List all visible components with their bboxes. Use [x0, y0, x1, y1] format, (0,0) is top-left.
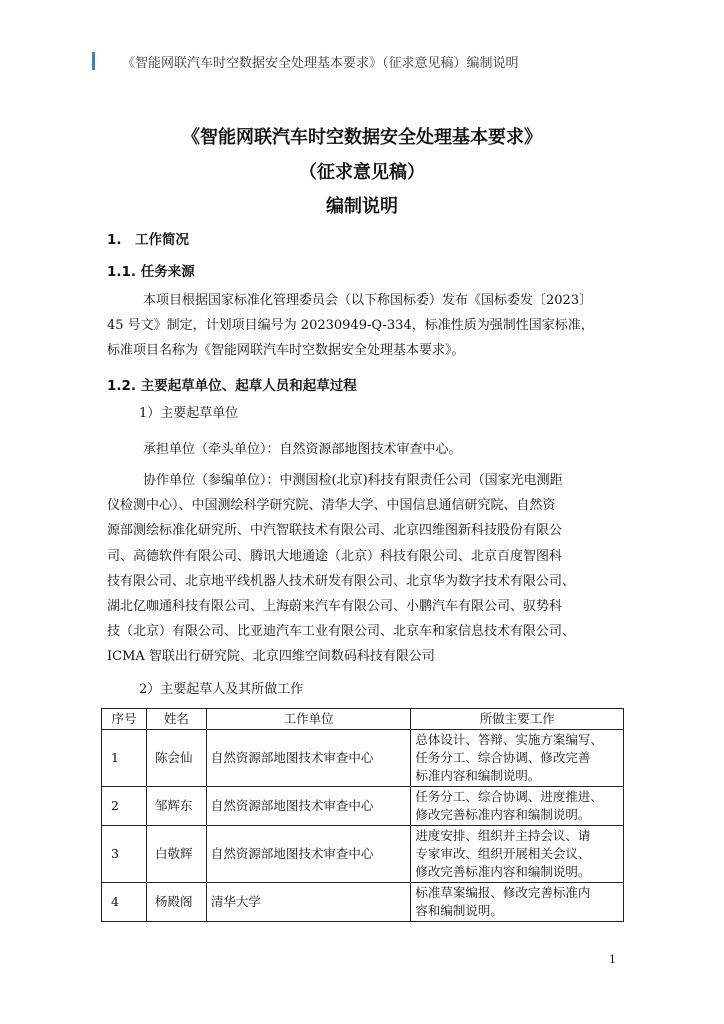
doc-title-line1: 《智能网联汽车时空数据安全处理基本要求》	[182, 127, 542, 148]
subheading-units: 1）主要起草单位	[139, 406, 239, 421]
cell-index: 4	[102, 883, 147, 922]
paragraph-line: 标准项目名称为《智能网联汽车时空数据安全处理基本要求》。	[107, 343, 465, 358]
cell-name: 邹辉东	[146, 787, 206, 826]
lead-unit-text: 承担单位（牵头单位）：自然资源部地图技术审查中心。	[143, 442, 462, 457]
cell-work-line: 修改完善标准内容和编制说明。	[415, 807, 591, 822]
cell-work-line: 进度安排、组织并主持会议、请	[415, 828, 591, 843]
cell-unit: 自然资源部地图技术审查中心	[206, 826, 411, 883]
table-row	[102, 787, 624, 826]
paragraph-line: 本项目根据国家标准化管理委员会（以下称国标委）发布《国标委发〔2023〕	[143, 293, 593, 308]
cell-work-line: 容和编制说明。	[415, 903, 503, 918]
table-row	[102, 826, 624, 883]
coop-units-line: 协作单位（参编单位）：中测国检(北京)科技有限责任公司（国家光电测距	[143, 473, 563, 488]
coop-units-line: 源部测绘标准化研究所、中汽智联技术有限公司、北京四维图新科技股份有限公	[107, 523, 563, 538]
coop-units-line: 司、高德软件有限公司、腾讯大地通途（北京）科技有限公司、北京百度智图科	[107, 549, 563, 564]
cell-work	[411, 730, 624, 787]
header-accent-bar	[92, 52, 95, 70]
cell-work-line: 标准草案编报、修改完善标准内	[415, 885, 591, 900]
cell-work-line: 标准内容和编制说明。	[415, 768, 541, 783]
cell-work-line: 任务分工、综合协调、进度推进、	[415, 789, 603, 804]
page-number: 1	[609, 953, 616, 966]
doc-title-line3: 编制说明	[326, 196, 398, 217]
cell-work-line: 任务分工、综合协调、修改完善	[415, 750, 591, 765]
header-text: 《智能网联汽车时空数据安全处理基本要求》（征求意见稿）编制说明	[122, 56, 519, 71]
cell-work	[411, 883, 624, 922]
cell-name: 白敬辉	[146, 826, 206, 883]
coop-units-line: 湖北亿咖通科技有限公司、上海蔚来汽车有限公司、小鹏汽车有限公司、驭势科	[107, 599, 563, 614]
cell-unit: 自然资源部地图技术审查中心	[206, 787, 411, 826]
table-row	[102, 883, 624, 922]
coop-units-line: ICMA 智联出行研究院、北京四维空间数码科技有限公司	[107, 649, 435, 664]
cell-work	[411, 787, 624, 826]
page-header	[92, 50, 632, 72]
coop-units-line: 技（北京）有限公司、比亚迪汽车工业有限公司、北京车和家信息技术有限公司、	[107, 624, 576, 639]
cell-work-line: 总体设计、答辩、实施方案编写、	[415, 732, 603, 747]
doc-title-line2: （征求意见稿）	[299, 162, 425, 183]
section-heading-1-1: 1.1. 任务来源	[107, 264, 195, 280]
table-header-row	[102, 709, 624, 730]
cell-index: 2	[102, 787, 147, 826]
cell-work	[411, 826, 624, 883]
col-header-index: 序号	[102, 709, 147, 730]
section-heading-1-2: 1.2. 主要起草单位、起草人员和起草过程	[107, 378, 357, 394]
col-header-name: 姓名	[146, 709, 206, 730]
cell-name: 陈会仙	[146, 730, 206, 787]
col-header-unit: 工作单位	[206, 709, 411, 730]
table-row	[102, 730, 624, 787]
cell-index: 3	[102, 826, 147, 883]
col-header-work: 所做主要工作	[411, 709, 624, 730]
cell-index: 1	[102, 730, 147, 787]
paragraph-line: 45 号文》制定，计划项目编号为 20230949-Q-334，标准性质为强制性国家标准，	[107, 318, 594, 333]
drafters-table	[101, 708, 624, 922]
cell-work-line: 专家审改、组织开展相关会议、	[415, 846, 591, 861]
coop-units-line: 仪检测中心）、中国测绘科学研究院、清华大学、中国信息通信研究院、自然资	[107, 498, 556, 513]
cell-work-line: 修改完善标准内容和编制说明。	[415, 864, 591, 879]
subheading-drafters: 2）主要起草人及其所做工作	[139, 682, 304, 697]
section-heading-1: 1. 工作简况	[107, 232, 190, 248]
coop-units-line: 技有限公司、北京地平线机器人技术研发有限公司、北京华为数字技术有限公司、	[107, 574, 576, 589]
cell-name: 杨殿阁	[146, 883, 206, 922]
cell-unit: 清华大学	[206, 883, 411, 922]
cell-unit: 自然资源部地图技术审查中心	[206, 730, 411, 787]
